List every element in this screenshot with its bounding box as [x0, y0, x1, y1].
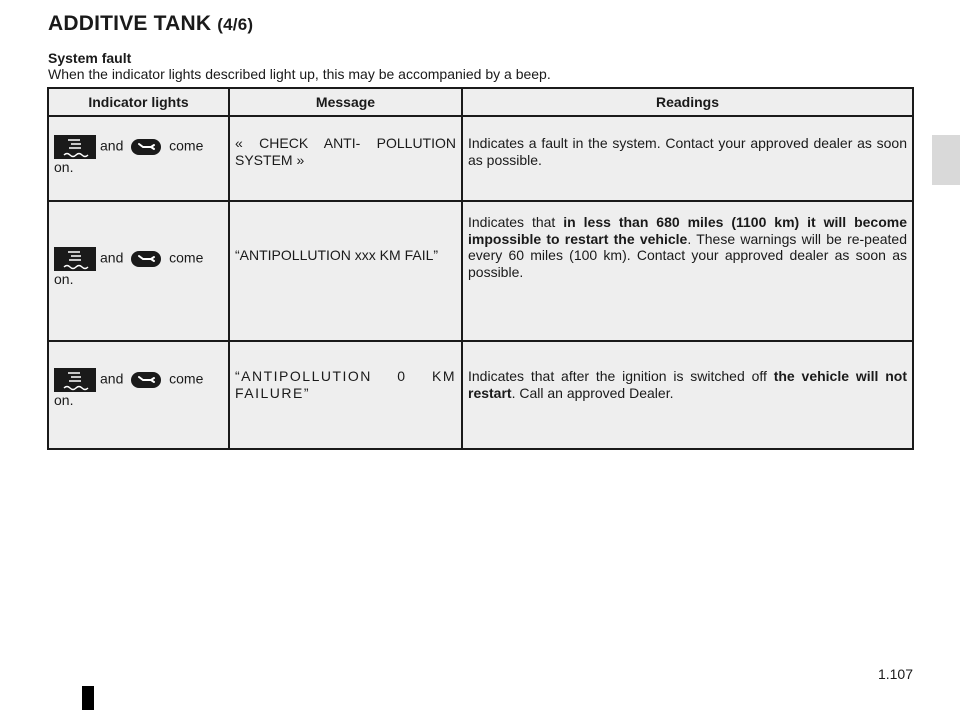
- reading-cell: [462, 201, 913, 341]
- reading-text: Indicates a fault in the system. Contact your approved dealer as soon as possible.: [468, 135, 907, 168]
- page-number: 1.107: [877, 666, 913, 682]
- message-cell: « CHECK ANTI- POLLUTION SYSTEM »: [229, 116, 462, 201]
- indicator-and-text: and: [100, 370, 124, 387]
- message-cell: “ANTIPOLLUTION xxx KM FAIL”: [229, 201, 462, 341]
- reading-text-end: . Call an approved Dealer.: [511, 384, 674, 401]
- table-row: [48, 116, 913, 201]
- anti-pollution-warning-icon: [54, 135, 96, 159]
- indicator-tail-text: come on.: [54, 249, 204, 287]
- column-header-indicator-lights: Indicator lights: [48, 88, 229, 116]
- indicator-and-text: and: [100, 137, 124, 154]
- intro-block: [48, 50, 551, 82]
- indicator-and-text: and: [100, 249, 124, 266]
- page-title: [48, 12, 253, 36]
- reading-cell: [462, 341, 913, 449]
- indicator-cell: [48, 341, 229, 449]
- table-row: [48, 201, 913, 341]
- reading-bold-text: the vehicle will not restart: [468, 368, 907, 401]
- table-header-row: [48, 88, 913, 116]
- indicator-cell: [48, 116, 229, 201]
- fault-table: [47, 87, 914, 450]
- column-header-readings: Readings: [462, 88, 913, 116]
- reading-text-end: . These warnings will be re-peated every 60 miles (100 km). Contact your approved dealer as soon as possible.: [468, 230, 907, 280]
- wrench-service-icon: [131, 372, 161, 388]
- indicator-tail-text: come on.: [54, 137, 204, 175]
- indicator-tail-text: come on.: [54, 370, 204, 408]
- table-row: [48, 341, 913, 449]
- page-title-part: (4/6): [217, 15, 254, 34]
- page-title-text: ADDITIVE TANK: [48, 12, 212, 35]
- reading-cell: [462, 116, 913, 201]
- corner-registration-mark: [82, 686, 94, 710]
- wrench-service-icon: [131, 251, 161, 267]
- reading-text: Indicates that: [468, 214, 564, 230]
- anti-pollution-warning-icon: [54, 247, 96, 271]
- reading-text: Indicates that after the ignition is switched off: [468, 368, 774, 384]
- section-subtitle: System fault: [48, 50, 132, 66]
- column-header-message: Message: [229, 88, 462, 116]
- anti-pollution-warning-icon: [54, 368, 96, 392]
- reading-bold-text: in less than 680 miles (1100 km) it will become impossible to restart the vehicle: [468, 214, 908, 247]
- message-cell: “ANTIPOLLUTION 0 KM FAILURE”: [229, 341, 462, 449]
- intro-text: When the indicator lights described light up, this may be accompanied by a beep.: [48, 66, 551, 82]
- wrench-service-icon: [131, 139, 161, 155]
- chapter-side-tab: [932, 135, 960, 185]
- indicator-cell: [48, 201, 229, 341]
